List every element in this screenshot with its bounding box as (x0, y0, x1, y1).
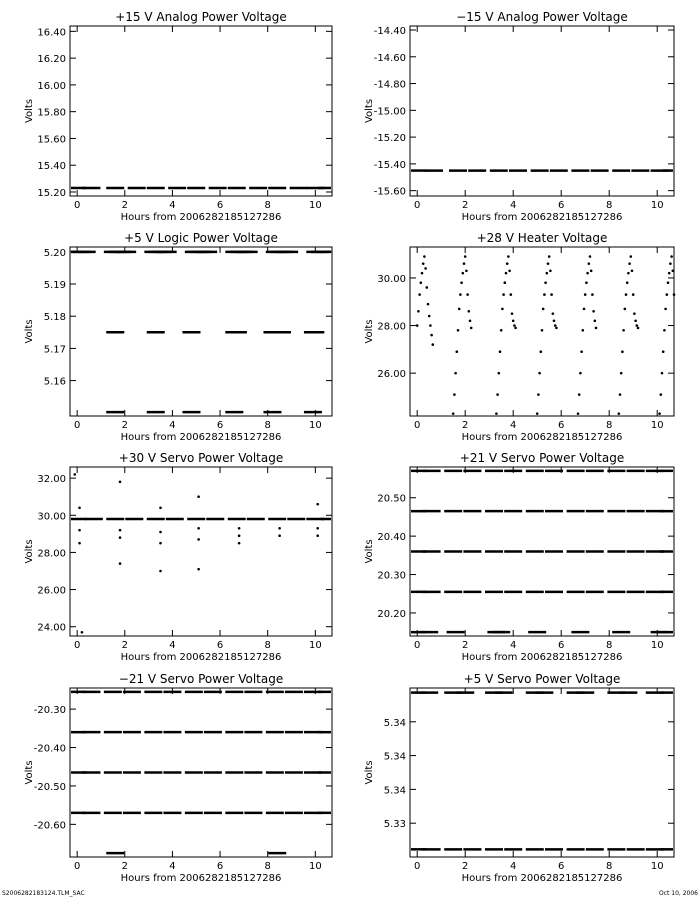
chart-3-x-axis-label: Hours from 2006282185127286 (120, 432, 282, 443)
chart-4-data-point (628, 262, 631, 265)
chart-4-data-point (458, 308, 461, 311)
chart-6-x-tick-label: 6 (558, 640, 565, 651)
chart-4-data-point (460, 281, 463, 284)
chart-4-data-point (578, 393, 581, 396)
chart-4-data-point (549, 270, 552, 273)
chart-8-y-tick-label: 5.34 (383, 717, 406, 729)
chart-4-data-point (464, 255, 467, 258)
chart-5-y-tick-label: 32.00 (37, 474, 66, 486)
chart-1-x-tick-label: 4 (169, 200, 176, 211)
chart-3-x-tick-label: 0 (73, 420, 81, 431)
chart-4-data-point (620, 372, 623, 375)
chart-8-y-axis-label: Volts (364, 760, 375, 785)
chart-4-data-point (591, 293, 594, 296)
chart-4-data-point (470, 327, 473, 330)
chart-7-x-tick-label: 4 (169, 861, 176, 872)
chart-6-x-tick-label: 8 (606, 640, 613, 651)
chart-4-x-tick-label: 2 (462, 420, 469, 431)
chart-6-y-tick-label: 20.50 (377, 493, 406, 505)
chart-4-data-point (423, 255, 426, 258)
chart-4-data-point (547, 262, 550, 265)
chart-4-data-point (664, 308, 667, 311)
chart-5-data-point (278, 527, 281, 530)
chart-4-y-tick-label: 28.00 (377, 321, 406, 333)
chart-3-y-tick-label: 5.20 (43, 247, 66, 259)
chart-4-data-point (626, 281, 629, 284)
chart-3-y-tick-label: 5.17 (43, 344, 66, 356)
chart-4-data-point (427, 303, 430, 306)
chart-4-data-point (541, 329, 544, 332)
chart-8-title: +5 V Servo Power Voltage (463, 672, 621, 686)
chart-5-data-point (73, 473, 76, 476)
chart-5-data-point (119, 529, 122, 532)
chart-4-data-point (582, 329, 585, 332)
chart-4-data-point (496, 393, 499, 396)
chart-2-x-tick-label: 0 (414, 200, 421, 211)
chart-4-data-point (498, 372, 501, 375)
chart-5-data-point (197, 538, 200, 541)
chart-7-y-axis-label: Volts (24, 760, 35, 785)
chart-4-data-point (580, 350, 583, 353)
chart-7-y-tick-label: -20.40 (33, 743, 66, 755)
chart-2-x-tick-label: 10 (650, 200, 664, 211)
chart-4-data-point (584, 293, 587, 296)
chart-4-data-point (459, 293, 462, 296)
chart-4-data-point (468, 310, 471, 313)
chart-4-data-point (594, 319, 597, 322)
chart-3-x-tick-label: 10 (308, 420, 322, 431)
footer-file-label: S2006282183124.TLM_SAC (2, 890, 85, 897)
chart-7-x-tick-label: 8 (264, 861, 271, 872)
chart-1-y-tick-label: 15.60 (37, 134, 66, 146)
chart-7-title: −21 V Servo Power Voltage (118, 672, 284, 686)
chart-5-plot-frame (70, 467, 332, 636)
chart-4-data-point (663, 329, 666, 332)
chart-4-data-point (637, 327, 640, 330)
chart-4-data-point (469, 319, 472, 322)
chart-5-x-tick-label: 0 (73, 640, 81, 651)
chart-4-data-point (632, 293, 635, 296)
chart-5-data-point (78, 542, 81, 545)
chart-4-data-point (631, 270, 634, 273)
chart-4-data-point (669, 262, 672, 265)
chart-1-y-tick-label: 15.80 (37, 107, 66, 119)
chart-3-y-axis-label: Volts (24, 319, 35, 344)
chart-4-data-point (457, 329, 460, 332)
chart-4-data-point (543, 293, 546, 296)
chart-4-data-point (454, 372, 457, 375)
chart-5-y-axis-label: Volts (24, 539, 35, 564)
chart-4-data-point (417, 310, 420, 313)
chart-4-data-point (670, 255, 673, 258)
chart-5-data-point (78, 507, 81, 510)
chart-4-data-point (456, 350, 459, 353)
chart-6-x-tick-label: 10 (650, 640, 664, 651)
chart-5-data-point (238, 527, 241, 530)
chart-1-y-tick-label: 15.20 (37, 187, 66, 199)
chart-2-x-tick-label: 4 (510, 200, 517, 211)
chart-4-data-point (416, 324, 419, 327)
chart-1-title: +15 V Analog Power Voltage (115, 10, 287, 24)
chart-1-x-axis-label: Hours from 2006282185127286 (120, 212, 282, 223)
chart-5-x-tick-label: 10 (308, 640, 322, 651)
chart-5-data-point (159, 570, 162, 573)
chart-4-data-point (502, 293, 505, 296)
chart-5-data-point (197, 527, 200, 530)
chart-4-data-point (592, 310, 595, 313)
chart-4-data-point (579, 372, 582, 375)
chart-4-x-tick-label: 6 (558, 420, 565, 431)
chart-4-data-point (504, 281, 507, 284)
chart-5-data-point (119, 481, 122, 484)
chart-7-x-tick-label: 0 (73, 861, 81, 872)
chart-1-y-tick-label: 16.20 (37, 54, 66, 66)
chart-8-y-tick-label: 5.34 (383, 785, 406, 797)
chart-6-x-tick-label: 0 (414, 640, 421, 651)
chart-4-data-point (421, 272, 424, 275)
chart-4-data-point (466, 293, 469, 296)
chart-5-data-point (159, 531, 162, 534)
chart-3-x-tick-label: 4 (169, 420, 176, 431)
chart-2-y-tick-label: -15.20 (373, 133, 406, 145)
chart-6-y-tick-label: 20.40 (377, 532, 406, 544)
chart-5-data-point (159, 507, 162, 510)
chart-4-data-point (428, 315, 431, 318)
chart-4-data-point (499, 350, 502, 353)
chart-5-x-tick-label: 2 (121, 640, 128, 651)
chart-6-y-tick-label: 20.20 (377, 608, 406, 620)
chart-6-x-tick-label: 2 (462, 640, 469, 651)
chart-4-data-point (554, 324, 557, 327)
chart-3-y-tick-label: 5.16 (43, 376, 66, 388)
chart-4-data-point (546, 272, 549, 275)
chart-8-x-tick-label: 6 (558, 861, 565, 872)
chart-5-x-tick-label: 8 (264, 640, 271, 651)
chart-4-data-point (590, 270, 593, 273)
chart-4-data-point (553, 319, 556, 322)
chart-4-y-tick-label: 26.00 (377, 369, 406, 381)
chart-8-x-axis-label: Hours from 2006282185127286 (461, 873, 623, 884)
chart-4-data-point (667, 281, 670, 284)
chart-7-x-tick-label: 10 (308, 861, 322, 872)
chart-4-data-point (550, 293, 553, 296)
chart-4-title: +28 V Heater Voltage (476, 231, 608, 245)
chart-4-data-point (630, 255, 633, 258)
chart-7-y-tick-label: -20.50 (33, 781, 66, 793)
chart-4-data-point (661, 372, 664, 375)
chart-4-data-point (619, 393, 622, 396)
chart-3-title: +5 V Logic Power Voltage (124, 231, 278, 245)
chart-2-y-tick-label: -15.60 (373, 186, 406, 198)
chart-6-y-axis-label: Volts (364, 539, 375, 564)
chart-4-data-point (586, 272, 589, 275)
chart-1-x-tick-label: 8 (264, 200, 271, 211)
chart-7-y-tick-label: -20.60 (33, 820, 66, 832)
chart-4-data-point (538, 372, 541, 375)
chart-5-data-point (119, 536, 122, 539)
chart-5-data-point (159, 542, 162, 545)
chart-7-y-tick-label: -20.30 (33, 705, 66, 717)
chart-4-data-point (666, 293, 669, 296)
chart-8-x-tick-label: 0 (414, 861, 421, 872)
chart-4-data-point (583, 308, 586, 311)
chart-4-data-point (505, 272, 508, 275)
chart-4-x-tick-label: 4 (510, 420, 517, 431)
chart-2-x-tick-label: 8 (606, 200, 613, 211)
chart-4-data-point (426, 286, 429, 289)
chart-4-data-point (429, 324, 432, 327)
chart-2-y-axis-label: Volts (364, 98, 375, 124)
chart-1-x-tick-label: 0 (73, 200, 81, 211)
chart-5-title: +30 V Servo Power Voltage (118, 451, 284, 465)
chart-4-data-point (542, 308, 545, 311)
chart-4-data-point (513, 324, 516, 327)
chart-4-data-point (595, 327, 598, 330)
chart-6-y-tick-label: 20.30 (377, 570, 406, 582)
chart-8-y-tick-label: 5.34 (383, 751, 406, 763)
chart-5-y-tick-label: 30.00 (37, 511, 66, 523)
chart-6-title: +21 V Servo Power Voltage (459, 451, 625, 465)
chart-4-data-point (424, 267, 427, 270)
chart-8-x-tick-label: 2 (462, 861, 469, 872)
chart-5-data-point (197, 568, 200, 571)
chart-5-data-point (119, 562, 122, 565)
chart-5-y-tick-label: 26.00 (37, 585, 66, 597)
chart-2-x-axis-label: Hours from 2006282185127286 (461, 212, 623, 223)
chart-1-y-tick-label: 16.40 (37, 27, 66, 39)
chart-5-data-point (316, 534, 319, 537)
chart-4-data-point (622, 329, 625, 332)
chart-4-data-point (621, 350, 624, 353)
chart-5-data-point (81, 631, 84, 634)
chart-4-data-point (507, 255, 510, 258)
chart-4-data-point (673, 293, 676, 296)
chart-4-data-point (660, 393, 663, 396)
chart-4-data-point (465, 270, 468, 273)
chart-4-data-point (514, 327, 517, 330)
chart-4-data-point (588, 262, 591, 265)
chart-3-x-tick-label: 2 (121, 420, 128, 431)
chart-4-data-point (658, 412, 661, 415)
chart-4-data-point (510, 293, 513, 296)
chart-6-x-axis-label: Hours from 2006282185127286 (461, 652, 623, 663)
chart-2-x-tick-label: 2 (462, 200, 469, 211)
chart-5-y-tick-label: 24.00 (37, 622, 66, 634)
chart-8-plot-frame (410, 688, 674, 857)
chart-2-y-tick-label: -15.40 (373, 159, 406, 171)
chart-4-x-axis-label: Hours from 2006282185127286 (461, 432, 623, 443)
chart-5-data-point (238, 542, 241, 545)
chart-4-data-point (501, 308, 504, 311)
chart-4-data-point (462, 272, 465, 275)
chart-4-data-point (418, 293, 421, 296)
chart-5-data-point (278, 534, 281, 537)
chart-4-data-point (633, 312, 636, 315)
chart-1-x-tick-label: 10 (308, 200, 322, 211)
chart-7-x-axis-label: Hours from 2006282185127286 (120, 873, 282, 884)
chart-2-y-tick-label: -14.40 (373, 26, 406, 38)
chart-4-data-point (511, 312, 514, 315)
chart-5-y-tick-label: 28.00 (37, 548, 66, 560)
chart-4-data-point (422, 262, 425, 265)
chart-1-x-tick-label: 2 (121, 200, 128, 211)
chart-3-y-tick-label: 5.18 (43, 312, 66, 324)
chart-5-data-point (316, 527, 319, 530)
chart-8-x-tick-label: 8 (606, 861, 613, 872)
chart-6-x-tick-label: 4 (510, 640, 517, 651)
chart-4-data-point (453, 393, 456, 396)
chart-1-x-tick-label: 6 (216, 200, 224, 211)
chart-4-data-point (495, 412, 498, 415)
chart-1-y-tick-label: 15.40 (37, 161, 66, 173)
chart-4-data-point (624, 308, 627, 311)
chart-4-data-point (589, 255, 592, 258)
chart-4-data-point (536, 412, 539, 415)
chart-4-data-point (577, 412, 580, 415)
chart-4-data-point (555, 327, 558, 330)
chart-4-data-point (512, 319, 515, 322)
chart-2-y-tick-label: -15.00 (373, 106, 406, 118)
chart-3-y-tick-label: 5.19 (43, 280, 66, 292)
chart-4-data-point (668, 272, 671, 275)
chart-3-x-tick-label: 6 (216, 420, 224, 431)
chart-5-x-tick-label: 6 (216, 640, 224, 651)
chart-4-data-point (537, 393, 540, 396)
chart-7-x-tick-label: 2 (121, 861, 128, 872)
chart-4-data-point (540, 350, 543, 353)
chart-4-data-point (548, 255, 551, 258)
chart-3-x-tick-label: 8 (264, 420, 271, 431)
chart-2-title: −15 V Analog Power Voltage (456, 10, 628, 24)
chart-4-data-point (672, 270, 675, 273)
chart-5-data-point (78, 529, 81, 532)
chart-4-data-point (432, 343, 435, 346)
chart-4-y-axis-label: Volts (364, 319, 375, 344)
chart-4-x-tick-label: 8 (606, 420, 613, 431)
chart-4-data-point (618, 412, 621, 415)
chart-1-y-axis-label: Volts (24, 98, 35, 124)
chart-4-data-point (552, 312, 555, 315)
chart-8-y-tick-label: 5.33 (383, 819, 406, 831)
chart-4-data-point (627, 272, 630, 275)
chart-8-x-tick-label: 4 (510, 861, 517, 872)
chart-2-x-tick-label: 6 (558, 200, 565, 211)
chart-4-data-point (625, 293, 628, 296)
chart-4-data-point (463, 262, 466, 265)
chart-4-x-tick-label: 0 (414, 420, 421, 431)
chart-4-data-point (634, 319, 637, 322)
chart-4-data-point (430, 334, 433, 337)
chart-4-data-point (636, 324, 639, 327)
chart-5-data-point (316, 503, 319, 506)
chart-4-y-tick-label: 30.00 (377, 273, 406, 285)
chart-5-x-tick-label: 4 (169, 640, 176, 651)
chart-8-x-tick-label: 10 (650, 861, 664, 872)
chart-2-y-tick-label: -14.60 (373, 52, 406, 64)
chart-5-data-point (197, 495, 200, 498)
chart-1-plot-frame (70, 26, 332, 196)
chart-1-y-tick-label: 16.00 (37, 80, 66, 92)
chart-7-x-tick-label: 6 (216, 861, 224, 872)
chart-4-x-tick-label: 10 (650, 420, 664, 431)
chart-4-data-point (506, 262, 509, 265)
chart-4-data-point (500, 329, 503, 332)
chart-4-data-point (544, 281, 547, 284)
chart-4-data-point (452, 412, 455, 415)
chart-5-x-axis-label: Hours from 2006282185127286 (120, 652, 282, 663)
chart-5-data-point (238, 534, 241, 537)
chart-4-data-point (585, 281, 588, 284)
chart-4-data-point (662, 350, 665, 353)
footer-date-label: Oct 10, 2006 (659, 890, 698, 897)
chart-2-y-tick-label: -14.80 (373, 79, 406, 91)
chart-4-data-point (420, 281, 423, 284)
chart-4-data-point (508, 270, 511, 273)
